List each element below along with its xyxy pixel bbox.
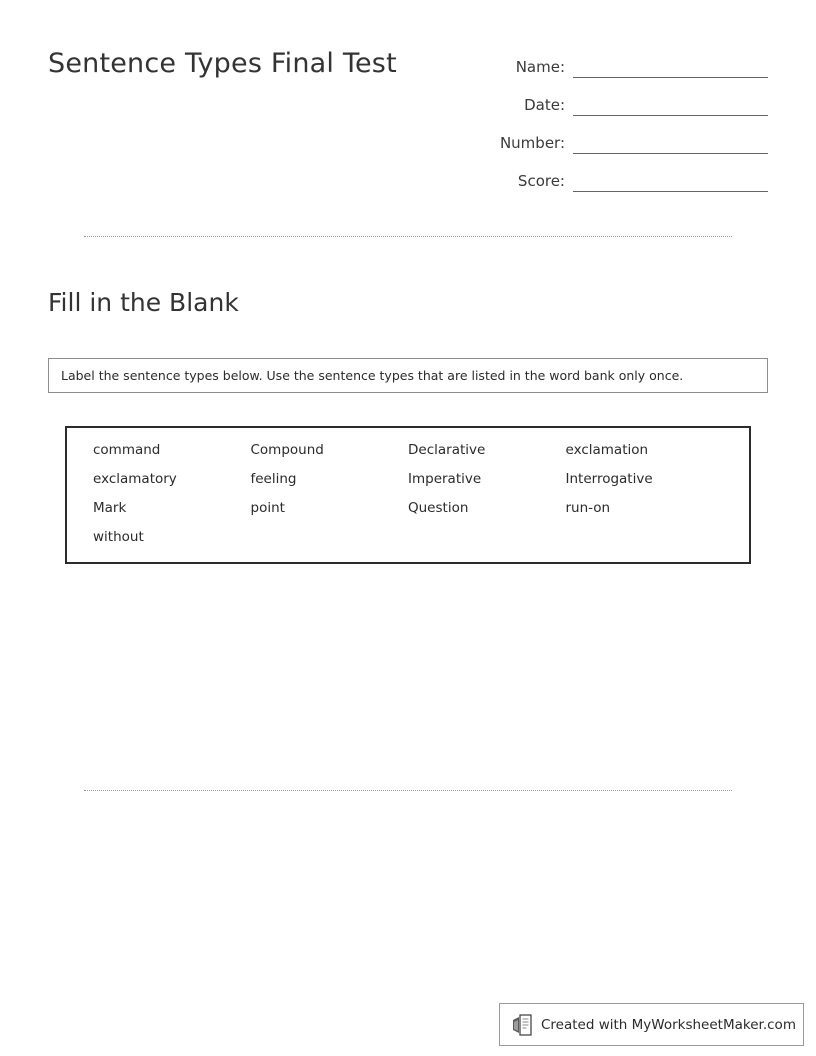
section-heading: Fill in the Blank (48, 288, 239, 317)
word-bank-word: feeling (250, 471, 297, 487)
word-bank-word: without (93, 529, 144, 545)
word-bank-word: Interrogative (565, 471, 653, 487)
student-info-fields (478, 40, 768, 192)
word-bank-word: Mark (93, 500, 127, 516)
directions-box: Label the sentence types below. Use the sentence types that are listed in the word bank only once. (48, 358, 768, 393)
field-row-score (478, 154, 768, 192)
worksheet-maker-logo-icon (513, 1014, 533, 1036)
created-with-label: Created with MyWorksheetMaker.com (541, 1016, 796, 1033)
name-field-label: Name: (515, 58, 565, 76)
word-bank-word: Declarative (408, 442, 486, 458)
word-bank-word: Imperative (408, 471, 482, 487)
word-bank-word: command (93, 442, 161, 458)
number-field-input[interactable] (573, 133, 768, 154)
field-row-number (478, 116, 768, 154)
word-bank (65, 426, 751, 564)
page-title: Sentence Types Final Test (48, 48, 397, 79)
date-field-label: Date: (524, 96, 565, 114)
date-field-input[interactable] (573, 95, 768, 116)
worksheet-header (48, 40, 768, 210)
name-field-input[interactable] (573, 57, 768, 78)
word-bank-word: exclamatory (93, 471, 177, 487)
score-field-label: Score: (517, 172, 565, 190)
word-bank-grid (93, 441, 723, 546)
word-bank-word: Question (408, 500, 469, 516)
word-bank-word: point (250, 500, 285, 516)
number-field-label: Number: (499, 134, 565, 152)
header-divider (84, 236, 732, 237)
word-bank-word: run-on (565, 500, 611, 516)
score-field-input[interactable] (573, 171, 768, 192)
field-row-date (478, 78, 768, 116)
created-with-badge[interactable] (499, 1003, 804, 1046)
footer-divider (84, 790, 732, 791)
field-row-name (478, 40, 768, 78)
word-bank-word: exclamation (565, 442, 649, 458)
word-bank-word: Compound (250, 442, 324, 458)
